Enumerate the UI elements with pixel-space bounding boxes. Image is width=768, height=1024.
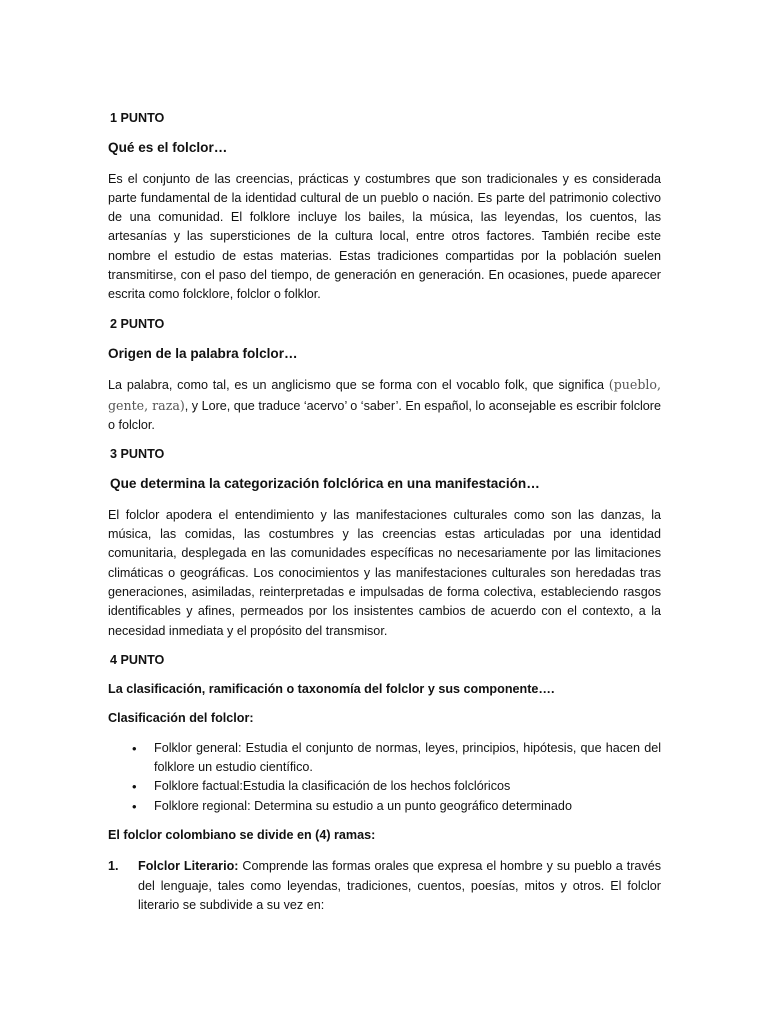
- classification-list: [108, 739, 661, 816]
- section-4-heading: 4 PUNTO: [110, 652, 165, 667]
- list-item: • Folklore regional: Determina su estudio a un punto geográfico determinado: [154, 797, 661, 816]
- list-item: • Folklor general: Estudia el conjunto de normas, leyes, principios, hipótesis, que hacen del folklore un estudio científico.: [154, 739, 661, 778]
- list-item-text: Comprende las formas orales que expresa el hombre y su pueblo a través del lenguaje, tales como leyendas, tradiciones, cuentos, poesías, mitos y otros. El folclor literario se subdivide a su vez en:: [138, 859, 662, 912]
- section-2-paragraph-part2: , y Lore, que traduce ‘acervo’ o ‘saber’. En español, lo aconsejable es escribir folclore o folclor.: [108, 398, 661, 432]
- branches-list: [108, 857, 661, 915]
- section-1-heading: 1 PUNTO: [110, 111, 165, 125]
- list-item: [108, 857, 662, 915]
- section-2-paragraph: [108, 375, 661, 435]
- section-1-paragraph: Es el conjunto de las creencias, prácticas y costumbres que son tradicionales y es considerada parte fundamental de la identidad cultural de un pueblo o nación. Es parte del patrimonio colectivo de una comunidad. El folklore incluye los bailes, la música, las leyendas, los cuentos, las artesanías y las supersticiones de la cultura local, entre otros factores. También recibe este nombre el estudio de estas materias. Estas tradiciones compartidas por la población suelen transmitirse, con el paso del tiempo, de generación en generación. En ocasiones, puede aparecer escrita como folcklore, folclor o folklor.: [108, 171, 661, 302]
- branches-title: El folclor colombiano se divide en (4) ramas:: [108, 827, 376, 842]
- section-1-question: Qué es el folclor…: [108, 140, 228, 156]
- list-item-title: Folclor Literario:: [138, 859, 239, 874]
- section-2-paragraph-part1: La palabra, como tal, es un anglicismo que se forma con el vocablo folk, que significa: [108, 378, 609, 393]
- section-4-question: La clasificación, ramificación o taxonomía del folclor y sus componente….: [108, 682, 555, 697]
- section-2-question: Origen de la palabra folclor…: [108, 345, 298, 361]
- document-body: [108, 109, 661, 915]
- list-item: • Folklore factual:Estudia la clasificación de los hechos folclóricos: [154, 777, 661, 796]
- section-2-paragraph-meaning: (pueblo, gente, raza): [108, 377, 661, 413]
- section-3-paragraph: El folclor apodera el entendimiento y las manifestaciones culturales como son las danzas, la música, las comidas, las costumbres y las creencias estas articuladas por una identidad comunitaria, desplegada en las comunidades específicas no necesariamente por las limitaciones climáticas o geográficas. Los conocimientos y las manifestaciones culturales son heredadas tras generaciones, asimiladas, reinterpretadas e impulsadas de forma colectiva, estableciendo rasgos identificables y afines, permeados por los insistentes cambios de acuerdo con el contexto, a la necesidad inmediata y el propósito del transmisor.: [108, 507, 661, 638]
- section-3-heading: 3 PUNTO: [110, 447, 165, 462]
- section-2-heading: 2 PUNTO: [110, 316, 165, 331]
- list-item-number: 1.: [108, 859, 119, 874]
- section-4-subtitle: Clasificación del folclor:: [108, 711, 254, 726]
- section-3-question: Que determina la categorización folclórica en una manifestación…: [110, 476, 540, 492]
